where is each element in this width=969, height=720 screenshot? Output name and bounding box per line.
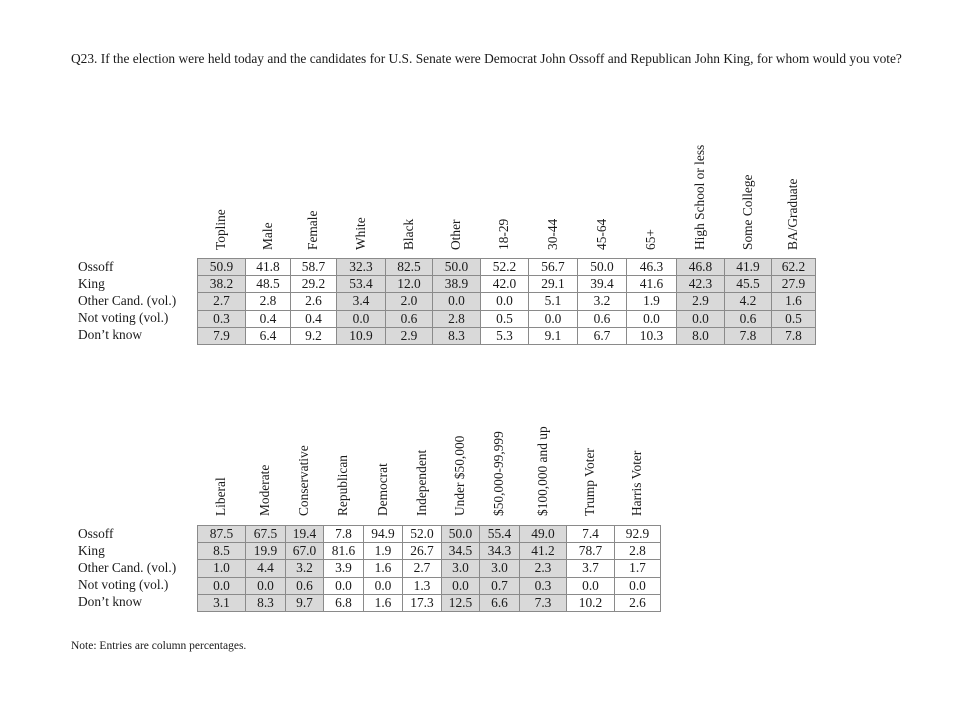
table-cell: 42.0 xyxy=(480,275,529,293)
table-cell: 67.0 xyxy=(285,542,324,560)
table-cell: 82.5 xyxy=(385,258,433,276)
table-cell: 0.6 xyxy=(285,577,324,595)
table-cell: 42.3 xyxy=(676,275,725,293)
table-cell: 12.5 xyxy=(441,594,480,612)
table-cell: 0.0 xyxy=(614,577,661,595)
table-cell: 78.7 xyxy=(566,542,615,560)
table-cell: 1.6 xyxy=(363,559,403,577)
table-cell: 7.9 xyxy=(197,327,246,345)
column-header: Female xyxy=(305,210,320,250)
column-header: 45-64 xyxy=(593,218,609,250)
column-header: Black xyxy=(400,218,416,250)
table-cell: 0.6 xyxy=(724,310,772,328)
table-cell: 1.3 xyxy=(402,577,442,595)
table-cell: 41.8 xyxy=(245,258,291,276)
table-cell: 2.7 xyxy=(402,559,442,577)
column-header: $100,000 and up xyxy=(534,426,550,516)
table-cell: 3.7 xyxy=(566,559,615,577)
table-cell: 7.4 xyxy=(566,525,615,543)
table-cell: 2.8 xyxy=(245,292,291,310)
table-cell: 0.4 xyxy=(290,310,337,328)
table-cell: 9.2 xyxy=(290,327,337,345)
table-cell: 3.4 xyxy=(336,292,386,310)
table-cell: 29.1 xyxy=(528,275,578,293)
table-cell: 87.5 xyxy=(197,525,246,543)
table-cell: 8.3 xyxy=(245,594,286,612)
table-cell: 0.7 xyxy=(479,577,520,595)
table-cell: 4.4 xyxy=(245,559,286,577)
table-cell: 46.8 xyxy=(676,258,725,276)
table-cell: 7.8 xyxy=(323,525,364,543)
table-cell: 10.9 xyxy=(336,327,386,345)
column-header: Liberal xyxy=(213,477,228,516)
table-cell: 8.0 xyxy=(676,327,725,345)
table-cell: 2.7 xyxy=(197,292,246,310)
table-cell: 41.9 xyxy=(724,258,772,276)
table-cell: 0.0 xyxy=(363,577,403,595)
table-cell: 2.0 xyxy=(385,292,433,310)
column-header: Harris Voter xyxy=(629,450,644,516)
row-label: Other Cand. (vol.) xyxy=(78,559,177,575)
table-cell: 17.3 xyxy=(402,594,442,612)
table-cell: 0.6 xyxy=(577,310,627,328)
table-cell: 39.4 xyxy=(577,275,627,293)
table-cell: 62.2 xyxy=(771,258,816,276)
table-cell: 49.0 xyxy=(519,525,567,543)
table-cell: 4.2 xyxy=(724,292,772,310)
table-cell: 1.0 xyxy=(197,559,246,577)
table-cell: 3.2 xyxy=(577,292,627,310)
table-cell: 9.1 xyxy=(528,327,578,345)
table-cell: 6.6 xyxy=(479,594,520,612)
table-cell: 1.9 xyxy=(363,542,403,560)
table-cell: 3.9 xyxy=(323,559,364,577)
column-header: 30-44 xyxy=(544,218,560,250)
table-cell: 45.5 xyxy=(724,275,772,293)
row-label: Don’t know xyxy=(78,327,143,343)
table-cell: 12.0 xyxy=(385,275,433,293)
table-cell: 52.0 xyxy=(402,525,442,543)
table-cell: 2.6 xyxy=(290,292,337,310)
table-cell: 38.2 xyxy=(197,275,246,293)
table-cell: 0.4 xyxy=(245,310,291,328)
table-cell: 0.0 xyxy=(566,577,615,595)
table-cell: 67.5 xyxy=(245,525,286,543)
table-cell: 0.0 xyxy=(336,310,386,328)
table-cell: 0.0 xyxy=(323,577,364,595)
table-cell: 0.0 xyxy=(441,577,480,595)
table-cell: 58.7 xyxy=(290,258,337,276)
row-label: Don’t know xyxy=(78,594,143,610)
table-cell: 52.2 xyxy=(480,258,529,276)
question-text: Q23. If the election were held today and the candidates for U.S. Senate were Democrat John Ossoff and Republican John King, for whom would you vote? xyxy=(71,51,902,66)
column-header: Independent xyxy=(413,449,429,516)
table-cell: 53.4 xyxy=(336,275,386,293)
column-header: Trump Voter xyxy=(582,448,597,516)
table-cell: 1.6 xyxy=(771,292,816,310)
table-cell: 10.3 xyxy=(626,327,677,345)
row-label: King xyxy=(78,275,105,291)
table-cell: 34.3 xyxy=(479,542,520,560)
table-cell: 0.5 xyxy=(771,310,816,328)
table-cell: 92.9 xyxy=(614,525,661,543)
column-header: 18-29 xyxy=(496,218,511,250)
table-cell: 26.7 xyxy=(402,542,442,560)
table-cell: 8.5 xyxy=(197,542,246,560)
table-cell: 0.3 xyxy=(197,310,246,328)
table-cell: 50.0 xyxy=(577,258,627,276)
table-cell: 0.0 xyxy=(432,292,481,310)
table-cell: 8.3 xyxy=(432,327,481,345)
row-label: Not voting (vol.) xyxy=(78,577,169,593)
table-cell: 48.5 xyxy=(245,275,291,293)
table-cell: 29.2 xyxy=(290,275,337,293)
row-label: King xyxy=(78,542,105,558)
table-cell: 0.6 xyxy=(385,310,433,328)
row-label: Ossoff xyxy=(78,525,114,541)
table-cell: 50.0 xyxy=(441,525,480,543)
table-cell: 50.0 xyxy=(432,258,481,276)
table-cell: 2.3 xyxy=(519,559,567,577)
table-cell: 81.6 xyxy=(323,542,364,560)
column-header: $50,000-99,999 xyxy=(491,431,506,516)
table-cell: 50.9 xyxy=(197,258,246,276)
table-cell: 27.9 xyxy=(771,275,816,293)
column-header: Democrat xyxy=(374,463,390,516)
table-cell: 19.4 xyxy=(285,525,324,543)
column-header: White xyxy=(352,217,368,250)
table-cell: 5.1 xyxy=(528,292,578,310)
table-cell: 0.0 xyxy=(245,577,286,595)
table-cell: 0.0 xyxy=(480,292,529,310)
table-cell: 0.0 xyxy=(676,310,725,328)
table-cell: 3.2 xyxy=(285,559,324,577)
table-cell: 1.9 xyxy=(626,292,677,310)
table-cell: 3.1 xyxy=(197,594,246,612)
table-cell: 19.9 xyxy=(245,542,286,560)
column-header: Moderate xyxy=(257,464,272,516)
table-cell: 94.9 xyxy=(363,525,403,543)
row-label: Other Cand. (vol.) xyxy=(78,292,177,308)
table-cell: 3.0 xyxy=(441,559,480,577)
column-header: Male xyxy=(259,222,275,250)
column-header: Other xyxy=(448,219,463,250)
table-cell: 6.8 xyxy=(323,594,364,612)
table-cell: 2.8 xyxy=(432,310,481,328)
footnote: Note: Entries are column percentages. xyxy=(71,640,247,652)
table-cell: 2.9 xyxy=(385,327,433,345)
table-cell: 34.5 xyxy=(441,542,480,560)
table-cell: 1.6 xyxy=(363,594,403,612)
table-cell: 41.2 xyxy=(519,542,567,560)
table-cell: 32.3 xyxy=(336,258,386,276)
table-cell: 5.3 xyxy=(480,327,529,345)
table-cell: 9.7 xyxy=(285,594,324,612)
table-cell: 7.3 xyxy=(519,594,567,612)
table-cell: 55.4 xyxy=(479,525,520,543)
column-header: BA/Graduate xyxy=(785,178,800,250)
column-header: Republican xyxy=(335,455,350,516)
table-cell: 0.0 xyxy=(626,310,677,328)
table-cell: 1.7 xyxy=(614,559,661,577)
column-header: Topline xyxy=(213,209,228,250)
column-header: High School or less xyxy=(692,144,707,250)
table-cell: 6.4 xyxy=(245,327,291,345)
column-header: Some College xyxy=(739,174,755,250)
table-cell: 38.9 xyxy=(432,275,481,293)
column-header: Under $50,000 xyxy=(452,435,467,516)
table-cell: 3.0 xyxy=(479,559,520,577)
table-cell: 0.5 xyxy=(480,310,529,328)
row-label: Ossoff xyxy=(78,258,114,274)
table-cell: 10.2 xyxy=(566,594,615,612)
table-cell: 2.9 xyxy=(676,292,725,310)
column-header: 65+ xyxy=(643,229,658,250)
column-header: Conservative xyxy=(296,445,311,516)
table-cell: 0.0 xyxy=(528,310,578,328)
table-cell: 46.3 xyxy=(626,258,677,276)
table-cell: 2.8 xyxy=(614,542,661,560)
row-label: Not voting (vol.) xyxy=(78,310,169,326)
table-cell: 6.7 xyxy=(577,327,627,345)
table-cell: 0.3 xyxy=(519,577,567,595)
table-cell: 41.6 xyxy=(626,275,677,293)
table-cell: 7.8 xyxy=(771,327,816,345)
table-cell: 0.0 xyxy=(197,577,246,595)
table-cell: 7.8 xyxy=(724,327,772,345)
table-cell: 56.7 xyxy=(528,258,578,276)
table-cell: 2.6 xyxy=(614,594,661,612)
